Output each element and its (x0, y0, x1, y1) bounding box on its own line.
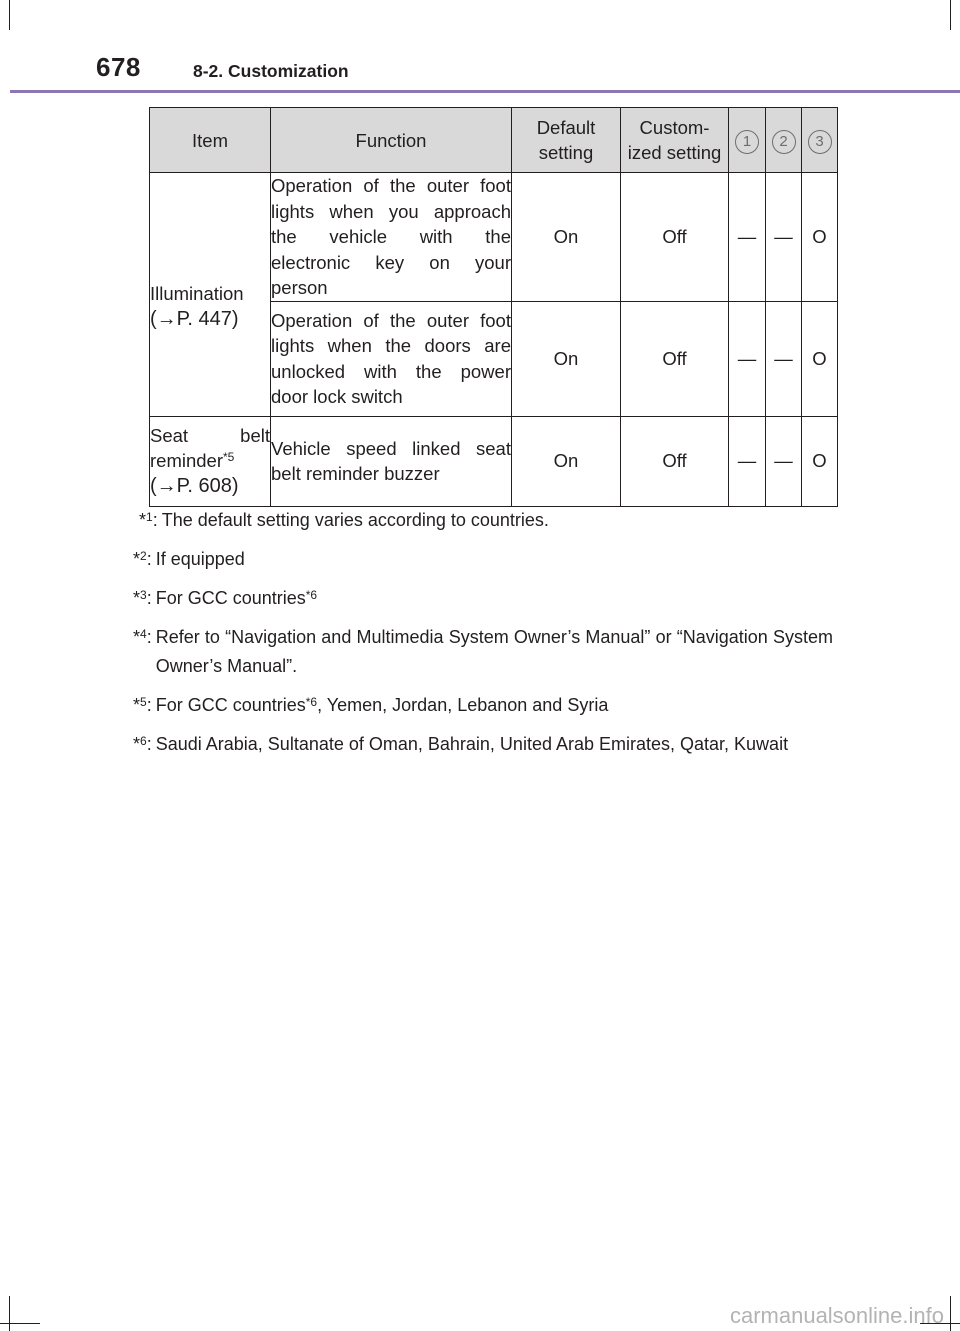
footnote-marker: *6 (305, 588, 318, 602)
footnote-text: Refer to “Navigation and Multimedia System Owner’s Manual” or “Navigation System Owner’s Manual”. (155, 627, 833, 676)
table-row (150, 173, 838, 302)
footnote-mark: *$^6$: (133, 734, 152, 754)
item-illumination (150, 173, 271, 417)
page-reference-link[interactable]: (→P. 447) (150, 307, 239, 330)
crop-mark (0, 1323, 40, 1324)
header-customized-setting (621, 108, 729, 173)
default-setting: On (512, 301, 621, 416)
crop-mark (9, 0, 10, 30)
footnote-marker: *5 (223, 450, 235, 464)
header-custom-line1: Custom- (639, 117, 710, 138)
item-word: Seat (150, 425, 189, 446)
footnote (133, 584, 833, 613)
col-1-value: — (729, 173, 766, 302)
col-1-value: — (729, 301, 766, 416)
footnote-text: If equipped (155, 549, 245, 569)
header-default-setting (512, 108, 621, 173)
col-3-value: O (802, 416, 838, 506)
header-col-2 (766, 108, 802, 173)
header-default-line2: setting (538, 142, 594, 163)
footnote (133, 506, 833, 535)
footnote (133, 545, 833, 574)
header-default-line1: Default (536, 117, 596, 138)
item-word: belt (240, 425, 270, 446)
crop-mark (9, 1296, 10, 1331)
col-1-value: — (729, 416, 766, 506)
function-text: Operation of the outer foot lights when the doors are unlocked with the power door lock switch (271, 301, 512, 416)
col-2-value: — (766, 173, 802, 302)
footnote-text: For GCC countries$^{*6}$, Yemen, Jordan, Lebanon and Syria (155, 695, 609, 715)
customized-setting: Off (621, 173, 729, 302)
footnote-mark: *$^4$: (133, 627, 152, 647)
page-reference-link[interactable]: (→P. 608) (150, 475, 239, 497)
circled-number-2-icon: 2 (772, 130, 796, 154)
function-text: Vehicle speed linked seat belt reminder buzzer (271, 416, 512, 506)
footnote-text: The default setting varies according to countries. (161, 510, 549, 530)
footnote-marker: *6 (305, 695, 318, 709)
footnotes (133, 506, 833, 769)
customized-setting: Off (621, 416, 729, 506)
footnote-mark: *$^1$: (139, 510, 158, 530)
item-seat-belt-reminder (150, 416, 271, 506)
footnote (133, 691, 833, 720)
section-title: 8-2. Customization (193, 61, 349, 81)
table-row (150, 416, 838, 506)
crop-mark (950, 1296, 951, 1331)
col-2-value: — (766, 416, 802, 506)
default-setting: On (512, 173, 621, 302)
customized-setting: Off (621, 301, 729, 416)
table-header-row (150, 108, 838, 173)
circled-number-3-icon: 3 (808, 130, 832, 154)
footnote-mark: *$^5$: (133, 695, 152, 715)
header-function: Function (271, 108, 512, 173)
header-custom-line2: ized setting (627, 142, 722, 163)
col-3-value: O (802, 301, 838, 416)
customization-table (149, 107, 838, 507)
default-setting: On (512, 416, 621, 506)
item-label: Illumination (150, 282, 244, 304)
circled-number-1-icon: 1 (735, 130, 759, 154)
header-col-1 (729, 108, 766, 173)
footnote-text: Saudi Arabia, Sultanate of Oman, Bahrain, United Arab Emirates, Qatar, Kuwait (155, 734, 789, 754)
function-text: Operation of the outer foot lights when you approach the vehicle with the electronic key on your person (271, 173, 512, 302)
crop-mark (950, 0, 951, 30)
watermark: carmanualsonline.info (729, 1303, 944, 1328)
footnote-text: For GCC countries$^{*6}$ (155, 588, 318, 608)
footnote (133, 623, 833, 681)
header-item: Item (150, 108, 271, 173)
header-col-3 (802, 108, 838, 173)
col-3-value: O (802, 173, 838, 302)
footnote-mark: *$^3$: (133, 588, 152, 608)
page-number: 678 (96, 52, 141, 82)
footnote-mark: *$^2$: (133, 549, 152, 569)
footnote (133, 730, 833, 759)
header-rule (10, 90, 960, 93)
col-2-value: — (766, 301, 802, 416)
item-label: reminder (150, 450, 223, 471)
